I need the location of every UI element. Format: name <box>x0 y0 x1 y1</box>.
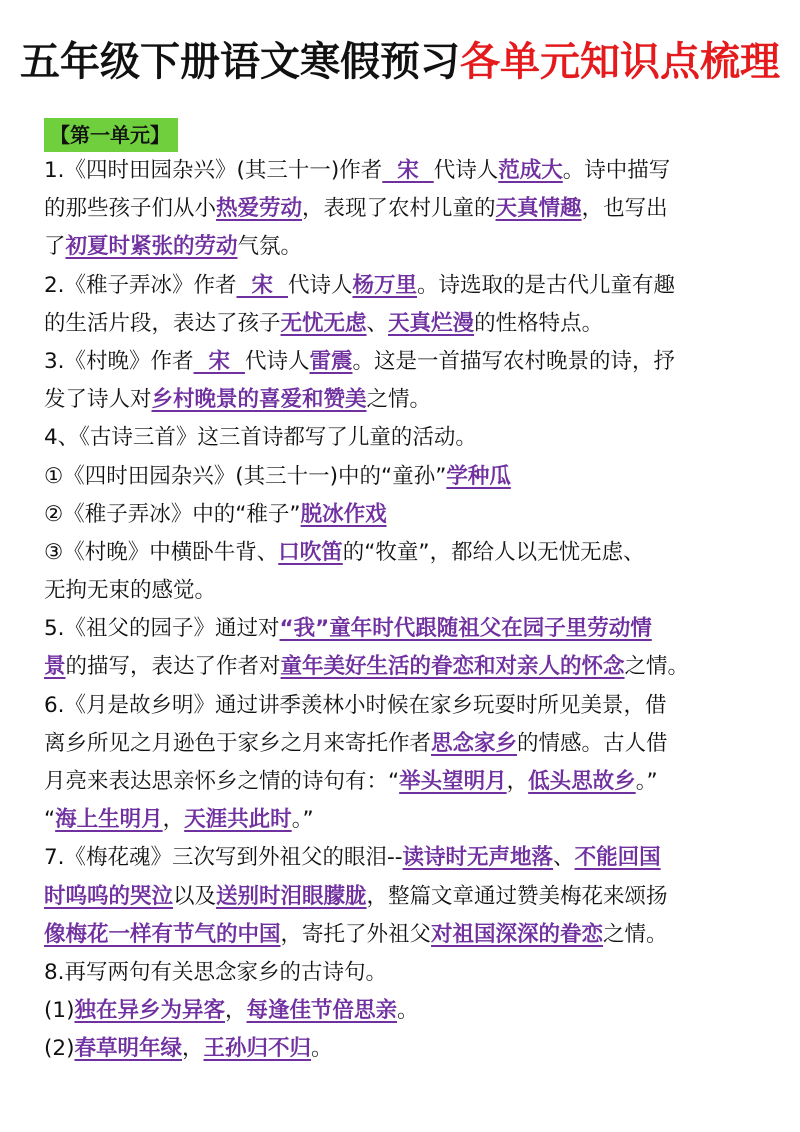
title-red-part: 各单元知识点梳理 <box>460 39 780 85</box>
body-text: 月亮来表达思亲怀乡之情的诗句有：“ <box>44 769 400 794</box>
body-text: 之情。 <box>603 921 668 947</box>
page-title <box>0 30 800 87</box>
body-text: 的那些孩子们从小 <box>44 196 217 222</box>
answer-text: 送别时泪眼朦胧 <box>216 883 367 909</box>
note-line <box>44 572 760 610</box>
answer-text: 雷震 <box>309 348 353 374</box>
body-text: 。 <box>311 1036 333 1062</box>
body-text: 了 <box>44 234 66 260</box>
answer-text: 无忧无虑 <box>280 310 367 336</box>
body-text: 。” <box>635 769 658 794</box>
answer-text: 对祖国深深的眷恋 <box>431 921 604 947</box>
answer-text: 景 <box>44 654 66 680</box>
body-text: ，寄托了外祖父 <box>280 921 432 947</box>
answer-text: 口吹笛 <box>278 539 343 565</box>
body-text: ， <box>224 998 247 1024</box>
body-text: 。 <box>397 998 419 1024</box>
body-text: 的情感。古人借 <box>517 730 668 756</box>
answer-text: 天真情趣 <box>495 196 582 222</box>
body-text: 代诗人 <box>244 348 310 374</box>
note-line <box>44 610 760 648</box>
note-line <box>44 496 760 534</box>
answer-text: 天真烂漫 <box>388 310 475 336</box>
note-line <box>44 228 760 266</box>
body-text: 离乡所见之月逊色于家乡之月来寄托作者 <box>44 730 432 756</box>
body-text: 。这是一首描写农村晚景的诗，抒 <box>352 348 676 374</box>
body-text: 无拘无束的感觉。 <box>44 578 217 604</box>
body-text: ②《稚子弄冰》中的“稚子” <box>44 501 301 527</box>
body-text: 的“牧童”，都给人以无忧无虑、 <box>342 539 645 565</box>
note-line <box>44 419 760 457</box>
body-text: 的描写，表达了作者对 <box>65 654 281 680</box>
body-text: ， <box>162 807 185 833</box>
note-line <box>44 878 760 916</box>
answer-text: 脱冰作戏 <box>300 501 387 527</box>
note-line <box>44 343 760 381</box>
answer-text: 独在异乡为异客 <box>74 998 225 1024</box>
body-text: 。” <box>291 807 314 833</box>
answer-text: 时呜呜的哭泣 <box>44 883 174 909</box>
body-text: 代诗人 <box>287 272 353 298</box>
body-text: 7.《梅花魂》三次写到外祖父的眼泪-- <box>44 845 403 871</box>
body-text: 代诗人 <box>433 158 499 183</box>
answer-text: 读诗时无声地落 <box>402 845 554 871</box>
notes-content <box>44 152 760 1069</box>
answer-text: 海上生明月 <box>55 807 163 833</box>
body-text: 以及 <box>173 883 217 909</box>
note-line <box>44 305 760 343</box>
note-line <box>44 534 760 572</box>
body-text: 发了诗人对 <box>44 387 152 413</box>
note-line <box>44 648 760 686</box>
note-line <box>44 801 760 839</box>
answer-text: 王孙归不归 <box>203 1036 312 1062</box>
body-text: ，表现了农村儿童的 <box>302 196 496 222</box>
answer-text: 乡村晚景的喜爱和赞美 <box>151 387 367 413</box>
body-text: ③《村晚》中横卧牛背、 <box>44 539 279 565</box>
answer-blank: 宋 <box>236 272 288 298</box>
answer-blank: 宋 <box>382 158 434 183</box>
answer-text: 范成大 <box>498 158 563 183</box>
note-line <box>44 381 760 419</box>
note-line <box>44 267 760 305</box>
body-text: (1) <box>44 998 75 1024</box>
body-text: 之情。 <box>624 654 690 680</box>
answer-text: “我”童年时代跟随祖父在园子里劳动情 <box>279 616 652 642</box>
answer-text: 春草明年绿 <box>74 1036 182 1062</box>
title-black-part: 五年级下册语文寒假预习 <box>20 39 460 85</box>
body-text: 。诗中描写 <box>562 158 671 183</box>
body-text: 4、《古诗三首》这三首诗都写了儿童的活动。 <box>44 425 477 451</box>
body-text: 6.《月是故乡明》通过讲季羡林小时候在家乡玩耍时所见美景，借 <box>44 692 667 718</box>
note-line <box>44 725 760 763</box>
body-text: 、 <box>553 845 575 871</box>
answer-blank: 宋 <box>193 348 245 374</box>
body-text: 3.《村晚》作者 <box>44 348 194 374</box>
answer-text: 每逢佳节倍思亲 <box>246 998 398 1024</box>
body-text: 5.《祖父的园子》通过对 <box>44 616 280 642</box>
body-text: 气氛。 <box>237 234 303 260</box>
answer-text: 不能回国 <box>574 845 661 871</box>
note-line <box>44 1030 760 1068</box>
body-text: ， <box>506 769 529 794</box>
body-text: 的性格特点。 <box>474 310 604 336</box>
body-text: 、 <box>366 310 389 336</box>
unit-one-badge: 【第一单元】 <box>44 118 178 152</box>
note-line <box>44 916 760 954</box>
body-text: 。诗选取的是古代儿童有趣 <box>417 272 676 298</box>
body-text: (2) <box>44 1036 75 1062</box>
body-text: 2.《稚子弄冰》作者 <box>44 272 237 298</box>
note-line <box>44 954 760 992</box>
note-line <box>44 839 760 877</box>
body-text: 8.再写两句有关思念家乡的古诗句。 <box>44 959 388 985</box>
note-line <box>44 687 760 725</box>
body-text: ，也写出 <box>581 196 668 222</box>
note-line <box>44 763 760 801</box>
answer-text: 举头望明月 <box>399 769 507 794</box>
body-text: ①《四时田园杂兴》(其三十一)中的“童孙” <box>44 463 447 489</box>
answer-text: 思念家乡 <box>431 730 518 756</box>
note-line <box>44 458 760 496</box>
answer-text: 天涯共此时 <box>184 807 292 833</box>
note-line <box>44 992 760 1030</box>
note-line <box>44 152 760 190</box>
body-text: 1.《四时田园杂兴》(其三十一)作者 <box>44 158 383 183</box>
answer-text: 学种瓜 <box>446 463 511 489</box>
answer-text: 热爱劳动 <box>216 196 303 222</box>
answer-text: 低头思故乡 <box>528 769 636 794</box>
body-text: 的生活片段，表达了孩子 <box>44 310 281 336</box>
answer-text: 初夏时紧张的劳动 <box>65 234 238 260</box>
note-line <box>44 190 760 228</box>
answer-text: 像梅花一样有节气的中国 <box>44 921 281 947</box>
answer-text: 杨万里 <box>352 272 417 298</box>
body-text: 之情。 <box>366 387 432 413</box>
body-text: ，整篇文章通过赞美梅花来颂扬 <box>366 883 668 909</box>
body-text: “ <box>44 807 56 833</box>
body-text: ， <box>181 1036 204 1062</box>
answer-text: 童年美好生活的眷恋和对亲人的怀念 <box>280 654 625 680</box>
